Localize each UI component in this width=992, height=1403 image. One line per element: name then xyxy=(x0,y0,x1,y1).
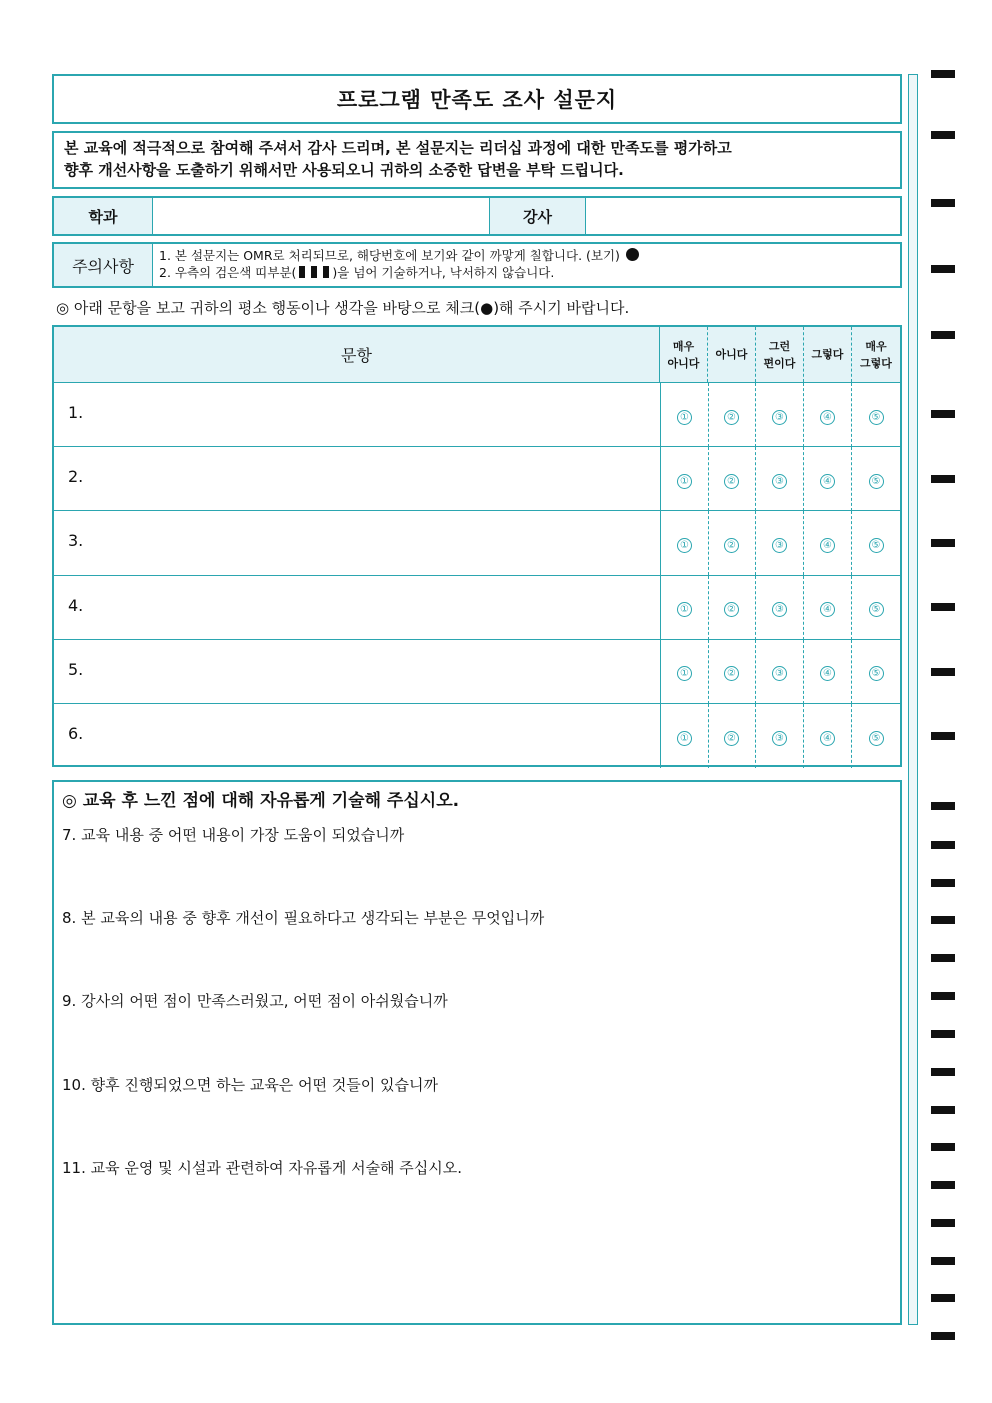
answer-cell xyxy=(756,640,804,704)
right-margin-strip xyxy=(908,74,918,1325)
free-question: 11. 교육 운영 및 시설과 관련하여 자유롭게 서술해 주십시오. xyxy=(62,1159,463,1177)
dept-label: 학과 xyxy=(54,198,153,234)
question-header: 문항 xyxy=(54,327,660,382)
choice-header-line: 매우 xyxy=(672,339,695,353)
answer-bubble-4[interactable]: ④ xyxy=(820,602,835,617)
answer-cell xyxy=(661,576,709,640)
timing-mark xyxy=(931,331,955,339)
intro-line-1: 본 교육에 적극적으로 참여해 주셔서 감사 드리며, 본 설문지는 리더십 과정에 대한 만족도를 평가하고 xyxy=(64,139,732,157)
answer-bubble-4[interactable]: ④ xyxy=(820,666,835,681)
dept-field[interactable] xyxy=(153,198,490,234)
question-row xyxy=(54,639,900,703)
timing-mark xyxy=(931,841,955,849)
choice-header-1 xyxy=(660,327,708,382)
free-question: 10. 향후 진행되었으면 하는 교육은 어떤 것들이 있습니까 xyxy=(62,1076,439,1094)
filled-circle-icon xyxy=(626,248,639,261)
answer-cell xyxy=(852,576,900,640)
answer-bubble-3[interactable]: ③ xyxy=(772,666,787,681)
answer-cell xyxy=(804,447,852,511)
answer-cell xyxy=(756,704,804,768)
choice-header-line: 편이다 xyxy=(763,356,796,370)
answer-bubble-2[interactable]: ② xyxy=(724,538,739,553)
answer-cell xyxy=(661,640,709,704)
question-row xyxy=(54,382,900,446)
lecturer-label: 강사 xyxy=(490,198,586,234)
timing-mark xyxy=(931,916,955,924)
answer-cell xyxy=(756,447,804,511)
question-row xyxy=(54,575,900,639)
answer-cell xyxy=(661,447,709,511)
notice-line-2-end: )을 넘어 기술하거나, 낙서하지 않습니다. xyxy=(332,265,555,280)
question-number: 1. xyxy=(68,403,84,422)
timing-mark xyxy=(931,1257,955,1265)
answer-bubble-2[interactable]: ② xyxy=(724,666,739,681)
answer-bubble-4[interactable]: ④ xyxy=(820,731,835,746)
answer-bubble-3[interactable]: ③ xyxy=(772,602,787,617)
answer-cell xyxy=(804,576,852,640)
timing-mark xyxy=(931,539,955,547)
answer-cell xyxy=(852,511,900,575)
timing-mark xyxy=(931,1068,955,1076)
answer-cell xyxy=(804,704,852,768)
answer-cell xyxy=(756,383,804,447)
timing-mark xyxy=(931,265,955,273)
answer-cell xyxy=(661,704,709,768)
timing-mark xyxy=(931,954,955,962)
answer-cell xyxy=(852,704,900,768)
free-question: 8. 본 교육의 내용 중 향후 개선이 필요하다고 생각되는 부분은 무엇입니까 xyxy=(62,909,545,927)
timing-mark xyxy=(931,199,955,207)
black-bar-icon xyxy=(311,266,317,278)
survey-table xyxy=(52,325,902,767)
title-box xyxy=(52,74,902,124)
answer-cell xyxy=(708,447,756,511)
answer-bubble-1[interactable]: ① xyxy=(677,666,692,681)
black-bar-icon xyxy=(323,266,329,278)
answer-bubble-3[interactable]: ③ xyxy=(772,410,787,425)
timing-mark xyxy=(931,1181,955,1189)
free-question: 7. 교육 내용 중 어떤 내용이 가장 도움이 되었습니까 xyxy=(62,826,405,844)
answer-cell xyxy=(708,640,756,704)
question-row xyxy=(54,510,900,574)
choice-header-4 xyxy=(804,327,852,382)
choice-header-line: 그렇다 xyxy=(860,356,892,370)
question-number: 6. xyxy=(68,724,84,743)
answer-cell xyxy=(756,511,804,575)
notice-line-1-text: 1. 본 설문지는 OMR로 처리되므로, 해당번호에 보기와 같이 까맣게 칠합니다. (보기) xyxy=(159,248,620,263)
question-row xyxy=(54,703,900,767)
answer-bubble-4[interactable]: ④ xyxy=(820,474,835,489)
timing-mark xyxy=(931,70,955,78)
timing-mark xyxy=(931,732,955,740)
timing-mark xyxy=(931,1030,955,1038)
answer-bubble-1[interactable]: ① xyxy=(677,538,692,553)
info-row xyxy=(52,196,902,236)
answer-bubble-5[interactable]: ⑤ xyxy=(869,602,884,617)
answer-bubble-5[interactable]: ⑤ xyxy=(869,731,884,746)
answer-bubble-4[interactable]: ④ xyxy=(820,538,835,553)
answer-bubble-4[interactable]: ④ xyxy=(820,410,835,425)
timing-mark xyxy=(931,802,955,810)
answer-bubble-5[interactable]: ⑤ xyxy=(869,474,884,489)
question-number: 5. xyxy=(68,659,84,679)
answer-cell xyxy=(661,383,709,447)
answer-bubble-2[interactable]: ② xyxy=(724,731,739,746)
choice-header-line: 아니다 xyxy=(715,348,748,361)
timing-mark xyxy=(931,879,955,887)
choice-header-2 xyxy=(708,327,756,382)
answer-bubble-1[interactable]: ① xyxy=(677,474,692,489)
answer-bubble-2[interactable]: ② xyxy=(724,602,739,617)
answer-bubble-1[interactable]: ① xyxy=(677,731,692,746)
choice-header-line: 그런 xyxy=(768,339,791,353)
intro-box xyxy=(52,131,902,189)
answer-cell xyxy=(804,640,852,704)
timing-mark xyxy=(931,1143,955,1151)
answer-cell xyxy=(804,511,852,575)
question-number: 2. xyxy=(68,467,84,487)
notice-row xyxy=(52,242,902,288)
choice-header-3 xyxy=(756,327,804,382)
answer-bubble-5[interactable]: ⑤ xyxy=(869,410,884,425)
notice-text xyxy=(153,244,645,286)
answer-cell xyxy=(708,576,756,640)
answer-cell xyxy=(708,704,756,768)
black-bar-icon xyxy=(299,266,305,278)
question-number: 4. xyxy=(68,595,84,615)
timing-mark xyxy=(931,410,955,418)
lecturer-field[interactable] xyxy=(586,198,900,234)
choice-header-line: 매우 xyxy=(865,339,887,353)
timing-mark xyxy=(931,1332,955,1340)
notice-line-1 xyxy=(159,247,639,264)
timing-mark xyxy=(931,668,955,676)
answer-cell xyxy=(708,383,756,447)
free-response-title: ◎ 교육 후 느낀 점에 대해 자유롭게 기술해 주십시오. xyxy=(62,791,460,811)
intro-line-2: 향후 개선사항을 도출하기 위해서만 사용되오니 귀하의 소중한 답변을 부탁 드립니다. xyxy=(64,161,624,179)
answer-cell xyxy=(852,447,900,511)
question-row xyxy=(54,446,900,510)
notice-label: 주의사항 xyxy=(54,244,153,286)
answer-cell xyxy=(852,640,900,704)
timing-mark xyxy=(931,992,955,1000)
page-title: 프로그램 만족도 조사 설문지 xyxy=(336,88,618,112)
timing-mark xyxy=(931,131,955,139)
choice-header-5 xyxy=(852,327,900,382)
answer-bubble-5[interactable]: ⑤ xyxy=(869,538,884,553)
answer-bubble-1[interactable]: ① xyxy=(677,602,692,617)
answer-bubble-2[interactable]: ② xyxy=(724,410,739,425)
answer-bubble-3[interactable]: ③ xyxy=(772,474,787,489)
answer-bubble-3[interactable]: ③ xyxy=(772,538,787,553)
answer-cell xyxy=(661,511,709,575)
choice-header-line: 아니다 xyxy=(667,356,700,370)
instruction-text: ◎ 아래 문항을 보고 귀하의 평소 행동이나 생각을 바탕으로 체크(●)해 주시기 바랍니다. xyxy=(56,299,630,317)
notice-line-2-start: 2. 우측의 검은색 띠부분( xyxy=(159,265,297,280)
timing-mark xyxy=(931,603,955,611)
free-response-box xyxy=(52,780,902,1325)
answer-bubble-2[interactable]: ② xyxy=(724,474,739,489)
timing-mark xyxy=(931,1106,955,1114)
answer-bubble-5[interactable]: ⑤ xyxy=(869,666,884,681)
question-number: 3. xyxy=(68,531,84,551)
notice-line-2 xyxy=(159,264,639,281)
answer-bubble-3[interactable]: ③ xyxy=(772,731,787,746)
answer-bubble-1[interactable]: ① xyxy=(677,410,692,425)
timing-mark xyxy=(931,1294,955,1302)
choice-header-line: 그렇다 xyxy=(811,348,844,361)
answer-cell xyxy=(708,511,756,575)
timing-mark xyxy=(931,1219,955,1227)
answer-cell xyxy=(756,576,804,640)
answer-cell xyxy=(804,383,852,447)
answer-cell xyxy=(852,383,900,447)
free-question: 9. 강사의 어떤 점이 만족스러웠고, 어떤 점이 아쉬웠습니까 xyxy=(62,992,448,1010)
timing-mark xyxy=(931,475,955,483)
